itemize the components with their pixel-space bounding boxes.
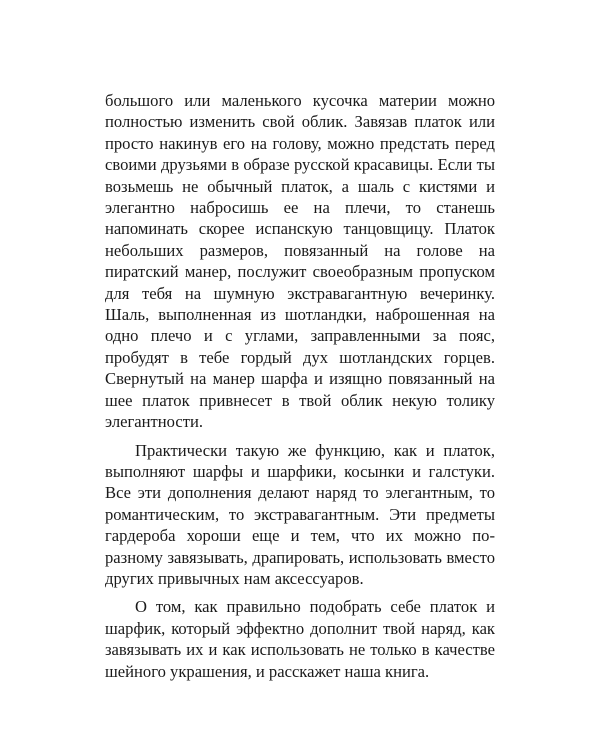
body-text (105, 90, 495, 682)
paragraph-3: О том, как правильно подобрать себе платок и шарфик, который эффектно дополнит твой наряд, как завязывать их и как использовать не только в качестве шейного украшения, и расскажет наша книга. (105, 597, 495, 681)
paragraph-1: большого или маленького кусочка материи можно полностью изменить свой облик. Завязав платок или просто накинув его на голову, можно предстать перед своими друзьями в образе русской красавицы. Если ты возьмешь не обычный платок, а шаль с кистями и элегантно набросишь ее на плечи, то станешь напоминать скорее испанскую танцовщицу. Платок небольших размеров, повязанный на голове на пиратский манер, послужит своеобразным пропуском для тебя на шумную экстравагантную вечеринку. Шаль, выполненная из шотландки, наброшенная на одно плечо и с углами, заправленными за пояс, пробудят в тебе гордый дух шотландских горцев. Свернутый на манер шарфа и изящно повязанный на шее платок привнесет в твой облик некую толику элегантности. (105, 91, 495, 432)
paragraph-2: Практически такую же функцию, как и платок, выполняют шарфы и шарфики, косынки и галстуки. Все эти дополнения делают наряд то элегантным, то романтическим, то экстравагантным. Эти предметы гардероба хороши еще и тем, что их можно по-разному завязывать, драпировать, использовать вместо других привычных нам аксессуаров. (105, 440, 495, 588)
